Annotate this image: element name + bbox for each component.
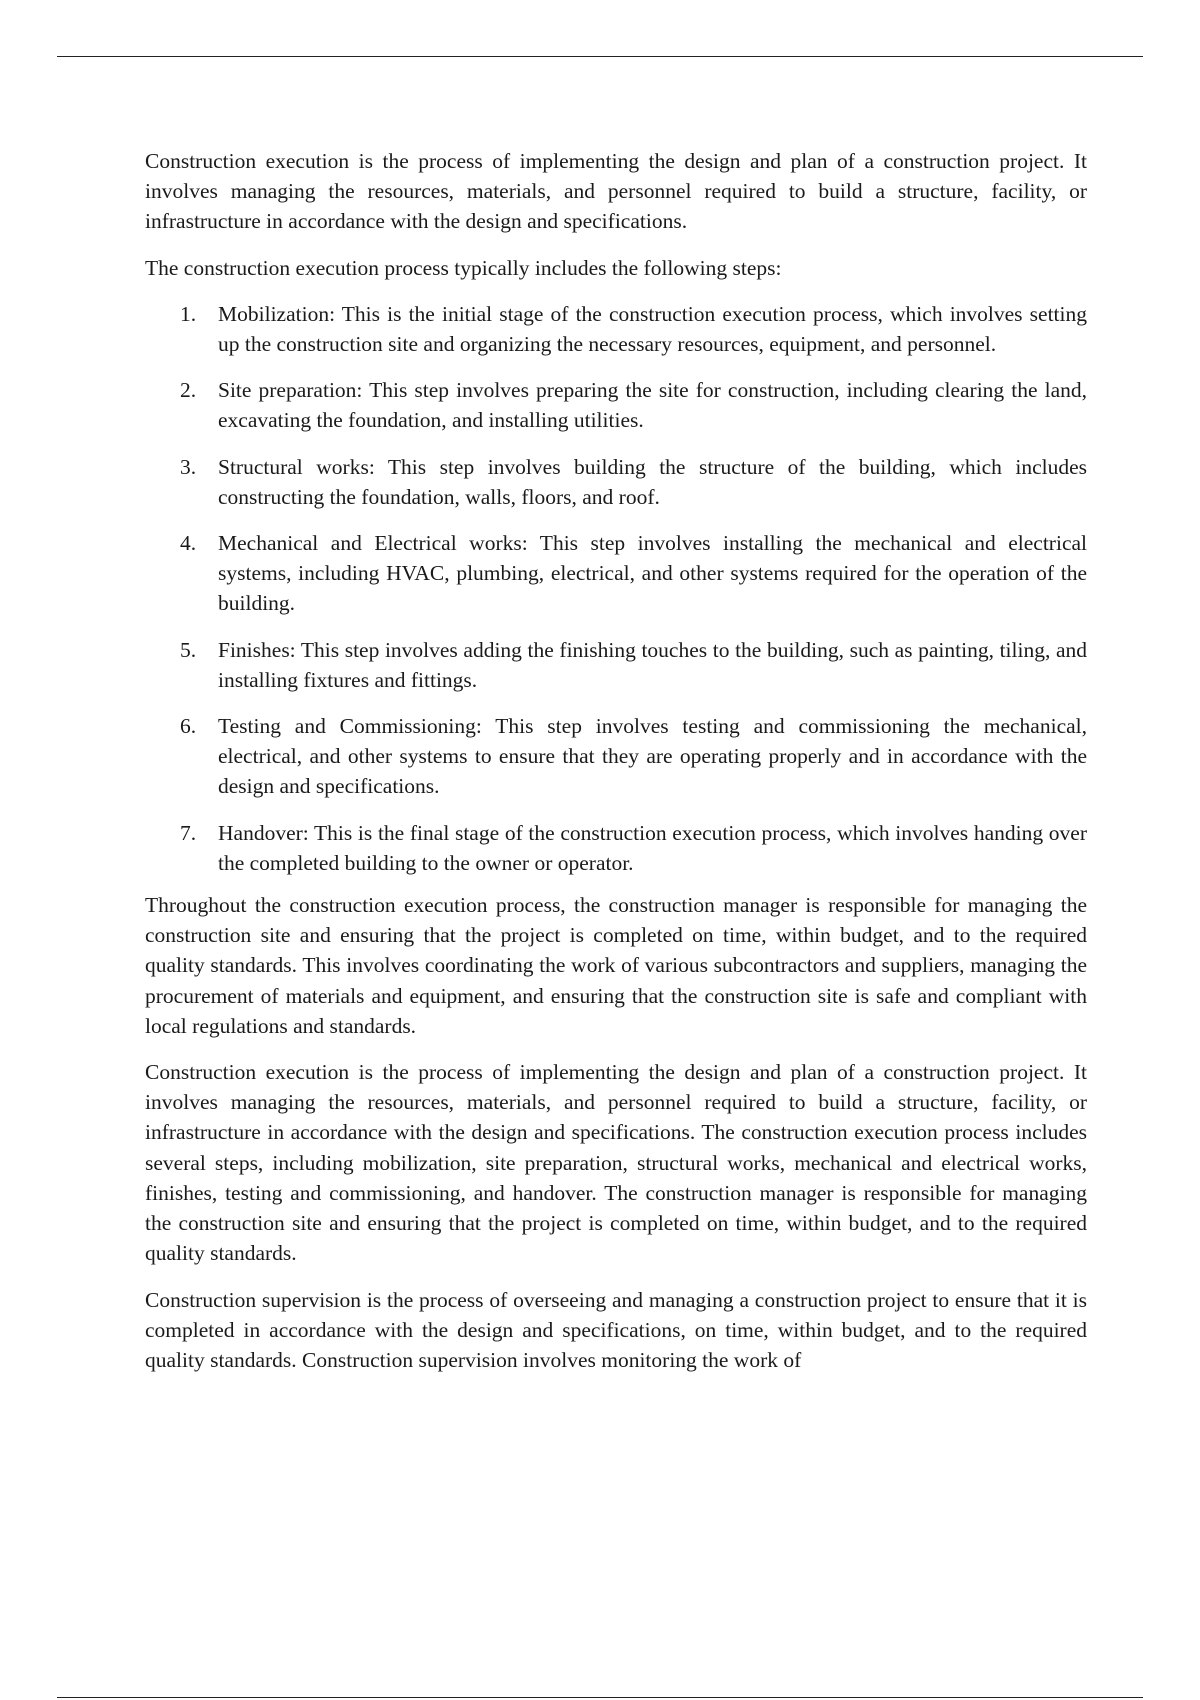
list-item-number: 2. — [180, 378, 197, 403]
list-item-text: Testing and Commissioning: This step involves testing and commissioning the mechanical, electrical, and other systems to ensure that they are operating properly and in accordance with the design and specifications. — [218, 714, 1087, 799]
steps-intro: The construction execution process typically includes the following steps: — [145, 255, 782, 280]
list-item-text: Handover: This is the final stage of the construction execution process, which involves handing over the completed building to the owner or operator. — [218, 820, 1087, 875]
list-item — [145, 818, 1087, 878]
list-item — [145, 452, 1087, 512]
steps-list — [145, 299, 1087, 878]
list-item-text: Site preparation: This step involves preparing the site for construction, including clearing the land, excavating the foundation, and installing utilities. — [218, 378, 1087, 433]
document-body — [145, 146, 1087, 1391]
list-item-number: 3. — [180, 454, 197, 479]
intro-paragraph: Construction execution is the process of implementing the design and plan of a construction project. It involves managing the resources, materials, and personnel required to build a structure, facility, or infrastructure in accordance with the design and specifications. — [145, 149, 1087, 234]
list-item-number: 4. — [180, 531, 197, 556]
list-item-text: Finishes: This step involves adding the finishing touches to the building, such as painting, tiling, and installing fixtures and fittings. — [218, 637, 1087, 692]
list-item — [145, 299, 1087, 359]
list-item-number: 6. — [180, 714, 197, 739]
list-item-text: Structural works: This step involves building the structure of the building, which includes constructing the foundation, walls, floors, and roof. — [218, 454, 1087, 509]
supervision-paragraph: Construction supervision is the process of overseeing and managing a construction project to ensure that it is completed in accordance with the design and specifications, on time, within budget, and to the required quality standards. Construction supervision involves monitoring the work of — [145, 1287, 1087, 1372]
list-item-text: Mobilization: This is the initial stage of the construction execution process, which involves setting up the construction site and organizing the necessary resources, equipment, and personnel. — [218, 301, 1087, 357]
list-item-number: 5. — [180, 637, 197, 662]
list-item-number: 7. — [180, 820, 197, 845]
footer-rule — [57, 1697, 1143, 1698]
list-item — [145, 635, 1087, 695]
list-item — [145, 528, 1087, 619]
list-item-number: 1. — [180, 301, 197, 326]
list-item — [145, 375, 1087, 435]
summary-paragraph: Construction execution is the process of implementing the design and plan of a construction project. It involves managing the resources, materials, and personnel required to build a structure, facility, or infrastructure in accordance with the design and specifications. The construction execution process includes several steps, including mobilization, site preparation, structural works, mechanical and electrical works, finishes, testing and commissioning, and handover. The construction manager is responsible for managing the construction site and ensuring that the project is completed on time, within budget, and to the required quality standards. — [145, 1060, 1087, 1266]
list-item-text: Mechanical and Electrical works: This step involves installing the mechanical and electrical systems, including HVAC, plumbing, electrical, and other systems required for the operation of the building. — [218, 531, 1087, 616]
manager-paragraph: Throughout the construction execution process, the construction manager is responsible for managing the construction site and ensuring that the project is completed on time, within budget, and to the required quality standards. This involves coordinating the work of various subcontractors and suppliers, managing the procurement of materials and equipment, and ensuring that the construction site is safe and compliant with local regulations and standards. — [145, 893, 1087, 1038]
list-item — [145, 711, 1087, 802]
header-rule — [57, 56, 1143, 57]
